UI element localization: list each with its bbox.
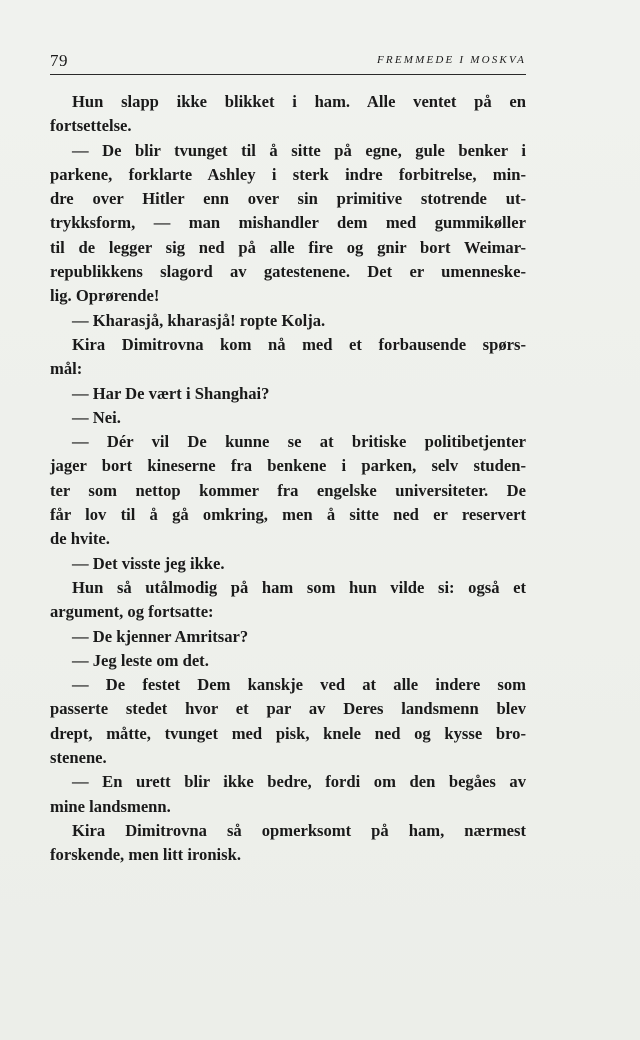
text-line: lig. Oprørende! — [50, 286, 160, 306]
text-line: jager bort kineserne fra benkene i parken, selv studen- — [50, 456, 526, 476]
text-line: — En urett blir ikke bedre, fordi om den begåes av — [72, 772, 526, 792]
text-line: — De blir tvunget til å sitte på egne, gule benker i — [72, 140, 526, 160]
text-line: stenene. — [50, 748, 107, 768]
running-head: FREMMEDE I MOSKVA — [377, 54, 526, 66]
text-line: — Nei. — [72, 407, 121, 427]
text-line: ter som nettop kommer fra engelske universiteter. De — [50, 480, 526, 500]
text-line: parkene, forklarte Ashley i sterk indre forbitrelse, min- — [50, 164, 526, 184]
text-line: Kira Dimitrovna kom nå med et forbausende spørs- — [72, 334, 526, 354]
text-line: — De festet Dem kanskje ved at alle indere som — [72, 675, 526, 695]
text-line: — Kharasjå, kharasjå! ropte Kolja. — [72, 310, 326, 330]
text-line: mål: — [50, 359, 83, 379]
text-line: drept, måtte, tvunget med pisk, knele ned og kysse bro- — [50, 723, 526, 743]
text-line: mine landsmenn. — [50, 796, 171, 816]
text-line: trykksform, — man mishandler dem med gummikøller — [50, 213, 526, 233]
text-line: passerte stedet hvor et par av Deres landsmenn blev — [50, 699, 526, 719]
text-line: — Dér vil De kunne se at britiske politibetjenter — [72, 432, 526, 452]
text-line: — Har De vært i Shanghai? — [72, 383, 270, 403]
text-line: Hun slapp ikke blikket i ham. Alle ventet på en — [72, 92, 526, 111]
text-line: fortsettelse. — [50, 116, 132, 136]
text-line: får lov til å gå omkring, men å sitte ned er reservert — [50, 505, 526, 525]
text-line: — Det visste jeg ikke. — [72, 553, 225, 573]
text-line: Hun så utålmodig på ham som hun vilde si: også et — [72, 577, 526, 597]
text-line: dre over Hitler enn over sin primitive stotrende ut- — [50, 189, 526, 209]
page-number: 79 — [50, 51, 68, 70]
text-line: Kira Dimitrovna så opmerksomt på ham, nærmest — [72, 820, 526, 840]
text-line: republikkens slagord av gatestenene. Det er umenneske- — [50, 262, 526, 282]
text-line: de hvite. — [50, 529, 110, 549]
body-text — [50, 90, 526, 868]
page-header — [50, 48, 526, 75]
text-line: forskende, men litt ironisk. — [50, 845, 241, 865]
text-line: argument, og fortsatte: — [50, 602, 214, 622]
text-line: — De kjenner Amritsar? — [72, 626, 249, 646]
text-line: — Jeg leste om det. — [72, 650, 209, 670]
text-line: til de legger sig ned på alle fire og gnir bort Weimar- — [50, 237, 526, 257]
